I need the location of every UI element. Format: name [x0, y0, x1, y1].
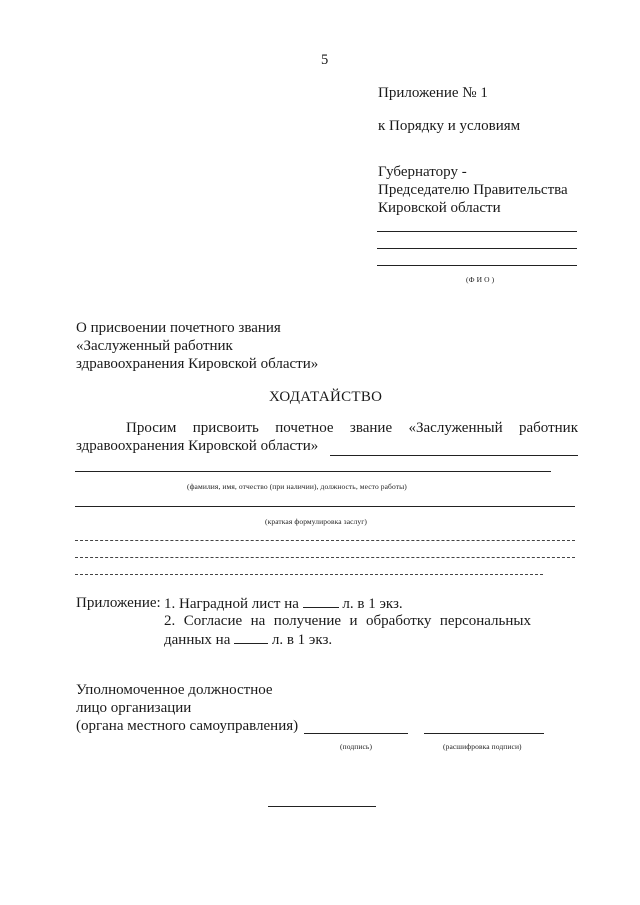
signature-caption: (подпись): [340, 742, 373, 751]
request-text-line-1: Просим присвоить почетное звание «Заслуженный работник: [126, 420, 578, 436]
merits-caption: (краткая формулировка заслуг): [265, 517, 368, 526]
merits-blank-line-2[interactable]: [75, 540, 575, 541]
fio-blank-line-3[interactable]: [377, 265, 577, 266]
nominee-blank-line[interactable]: [75, 471, 551, 472]
merits-blank-line-4[interactable]: [75, 574, 543, 575]
signature-decode-blank[interactable]: [424, 733, 544, 734]
attachment-item-1-suffix: л. в 1 экз.: [342, 596, 403, 612]
subject-line-1: О присвоении почетного звания: [76, 320, 281, 336]
appendix-subtitle: к Порядку и условиям: [378, 118, 521, 134]
fio-blank-line-1[interactable]: [377, 231, 577, 232]
addressee-line-2: Председателю Правительства: [378, 182, 568, 198]
attachment-item-2-line-1: 2. Согласие на получение и обработку персональных: [164, 613, 531, 629]
attachment-item-1-text: 1. Наградной лист на: [164, 596, 299, 612]
attachments-label: Приложение:: [76, 595, 161, 611]
fio-blank-line-2[interactable]: [377, 248, 577, 249]
nominee-caption: (фамилия, имя, отчество (при наличии), должность, место работы): [187, 482, 407, 491]
addressee-line-1: Губернатору -: [378, 164, 467, 180]
subject-line-3: здравоохранения Кировской области»: [76, 356, 319, 372]
attachment-item-1-pages-blank[interactable]: [303, 595, 339, 608]
subject-line-2: «Заслуженный работник: [76, 338, 233, 354]
signatory-line-3: (органа местного самоуправления): [76, 718, 299, 734]
attachment-item-2-pages-blank[interactable]: [234, 631, 268, 644]
signature-blank[interactable]: [304, 733, 408, 734]
addressee-line-3: Кировской области: [378, 200, 501, 216]
fio-caption: (Ф И О ): [466, 275, 495, 284]
attachment-item-1: [164, 595, 403, 613]
nominee-blank-inline[interactable]: [330, 455, 578, 456]
attachment-item-2-text: данных на: [164, 632, 231, 648]
attachment-item-2-line-2: [164, 631, 332, 649]
appendix-title: Приложение № 1: [378, 85, 488, 101]
signatory-line-1: Уполномоченное должностное: [76, 682, 273, 698]
attachment-item-2-suffix: л. в 1 экз.: [271, 632, 333, 648]
signature-decode-caption: (расшифровка подписи): [443, 742, 522, 751]
page-number: 5: [321, 52, 329, 68]
document-heading: ХОДАТАЙСТВО: [269, 389, 383, 405]
signatory-line-2: лицо организации: [76, 700, 192, 716]
merits-blank-line-1[interactable]: [75, 506, 575, 507]
request-text-line-2: здравоохранения Кировской области»: [76, 438, 319, 454]
closing-separator: [268, 806, 376, 807]
merits-blank-line-3[interactable]: [75, 557, 575, 558]
